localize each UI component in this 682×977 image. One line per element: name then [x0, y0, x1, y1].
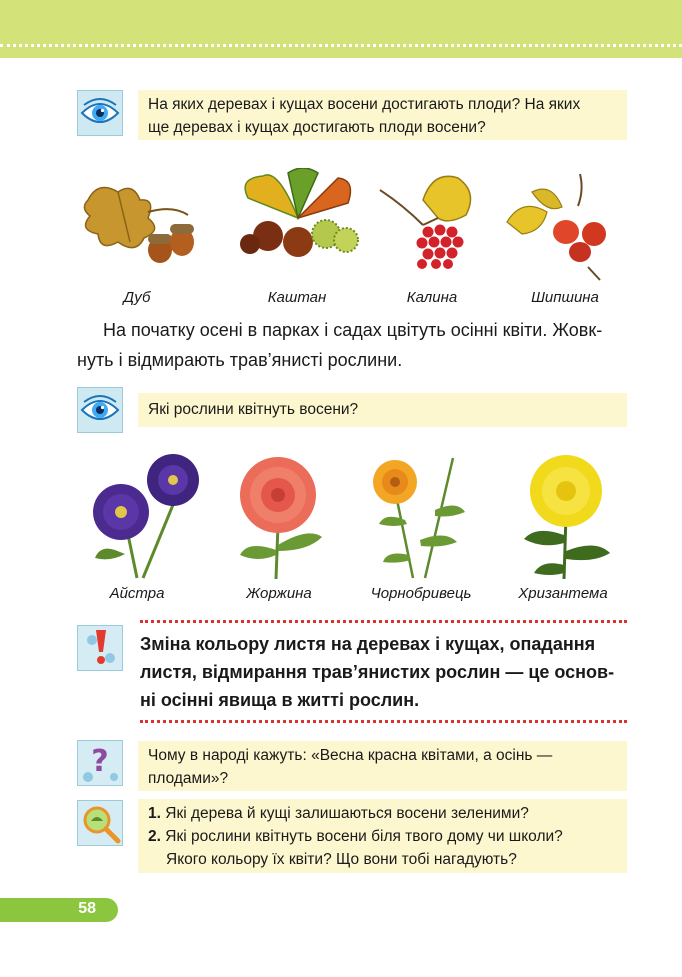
question-box-fruits: [138, 90, 627, 140]
paragraph-autumn-flowers: [77, 315, 627, 375]
red-dotted-divider: [140, 720, 627, 723]
chestnut-image: [228, 168, 368, 268]
dahlia-image: [218, 455, 338, 580]
oak-image: [78, 180, 203, 270]
caption-dahlia: Жоржина: [246, 585, 312, 602]
exclamation-icon: [77, 625, 123, 671]
question-line: Які рослини квітнуть восени?: [148, 401, 359, 418]
top-band: [0, 0, 682, 58]
caption-chrysanthemum: Хризантема: [518, 585, 608, 602]
marigold-image: [365, 450, 475, 580]
caption-oak: Дуб: [123, 289, 151, 306]
key-statement-line: листя, відмирання трав’янистих рослин — це основ-: [140, 662, 615, 682]
caption-rosehip: Шипшина: [531, 289, 599, 306]
caption-chestnut: Каштан: [267, 289, 327, 306]
observe-eye-icon: [77, 90, 123, 136]
magnifier-icon: [77, 800, 123, 846]
observe-eye-icon: [77, 387, 123, 433]
page-number: 58: [78, 900, 96, 917]
task-item-continuation: Якого кольору їх квіти? Що вони тобі нагадують?: [166, 851, 517, 868]
question-line: Чому в народі кажуть: «Весна красна квітами, а осінь —: [148, 747, 553, 764]
rosehip-image: [502, 172, 612, 282]
question-line: На яких деревах і кущах восени достигають плоди? На яких: [148, 96, 581, 113]
paragraph-line: нуть і відмирають трав’янисті рослини.: [77, 350, 403, 370]
task-number: 2.: [148, 828, 161, 845]
aster-image: [85, 450, 205, 580]
page-number-tab: [0, 898, 118, 922]
key-statement-line: Зміна кольору листя на деревах і кущах, опадання: [140, 634, 596, 654]
key-statement-line: ні осінні явища в житті рослин.: [140, 690, 420, 710]
question-line: ще деревах і кущах достигають плоди восени?: [148, 119, 486, 136]
question-line: плодами»?: [148, 770, 229, 787]
dotted-divider: [0, 44, 682, 47]
question-mark-icon: [77, 740, 123, 786]
task-item: [148, 825, 617, 848]
chrysanthemum-image: [514, 455, 619, 580]
svg-text:?: ?: [91, 744, 109, 779]
question-box-riddle: [138, 741, 627, 791]
task-text: Які дерева й кущі залишаються восени зеленими?: [165, 805, 529, 822]
caption-viburnum: Калина: [406, 289, 458, 306]
red-dotted-divider: [140, 620, 627, 623]
viburnum-image: [378, 170, 488, 275]
caption-marigold: Чорнобривець: [370, 585, 472, 602]
task-number: 1.: [148, 805, 161, 822]
task-item: [148, 802, 617, 825]
question-box-flowers: [138, 393, 627, 427]
key-statement: [140, 630, 628, 714]
paragraph-line: На початку осені в парках і садах цвітуть осінні квіти. Жовк-: [103, 320, 603, 340]
caption-aster: Айстра: [109, 585, 165, 602]
tasks-box: [138, 799, 627, 873]
task-text: Які рослини квітнуть восени біля твого дому чи школи?: [165, 828, 563, 845]
